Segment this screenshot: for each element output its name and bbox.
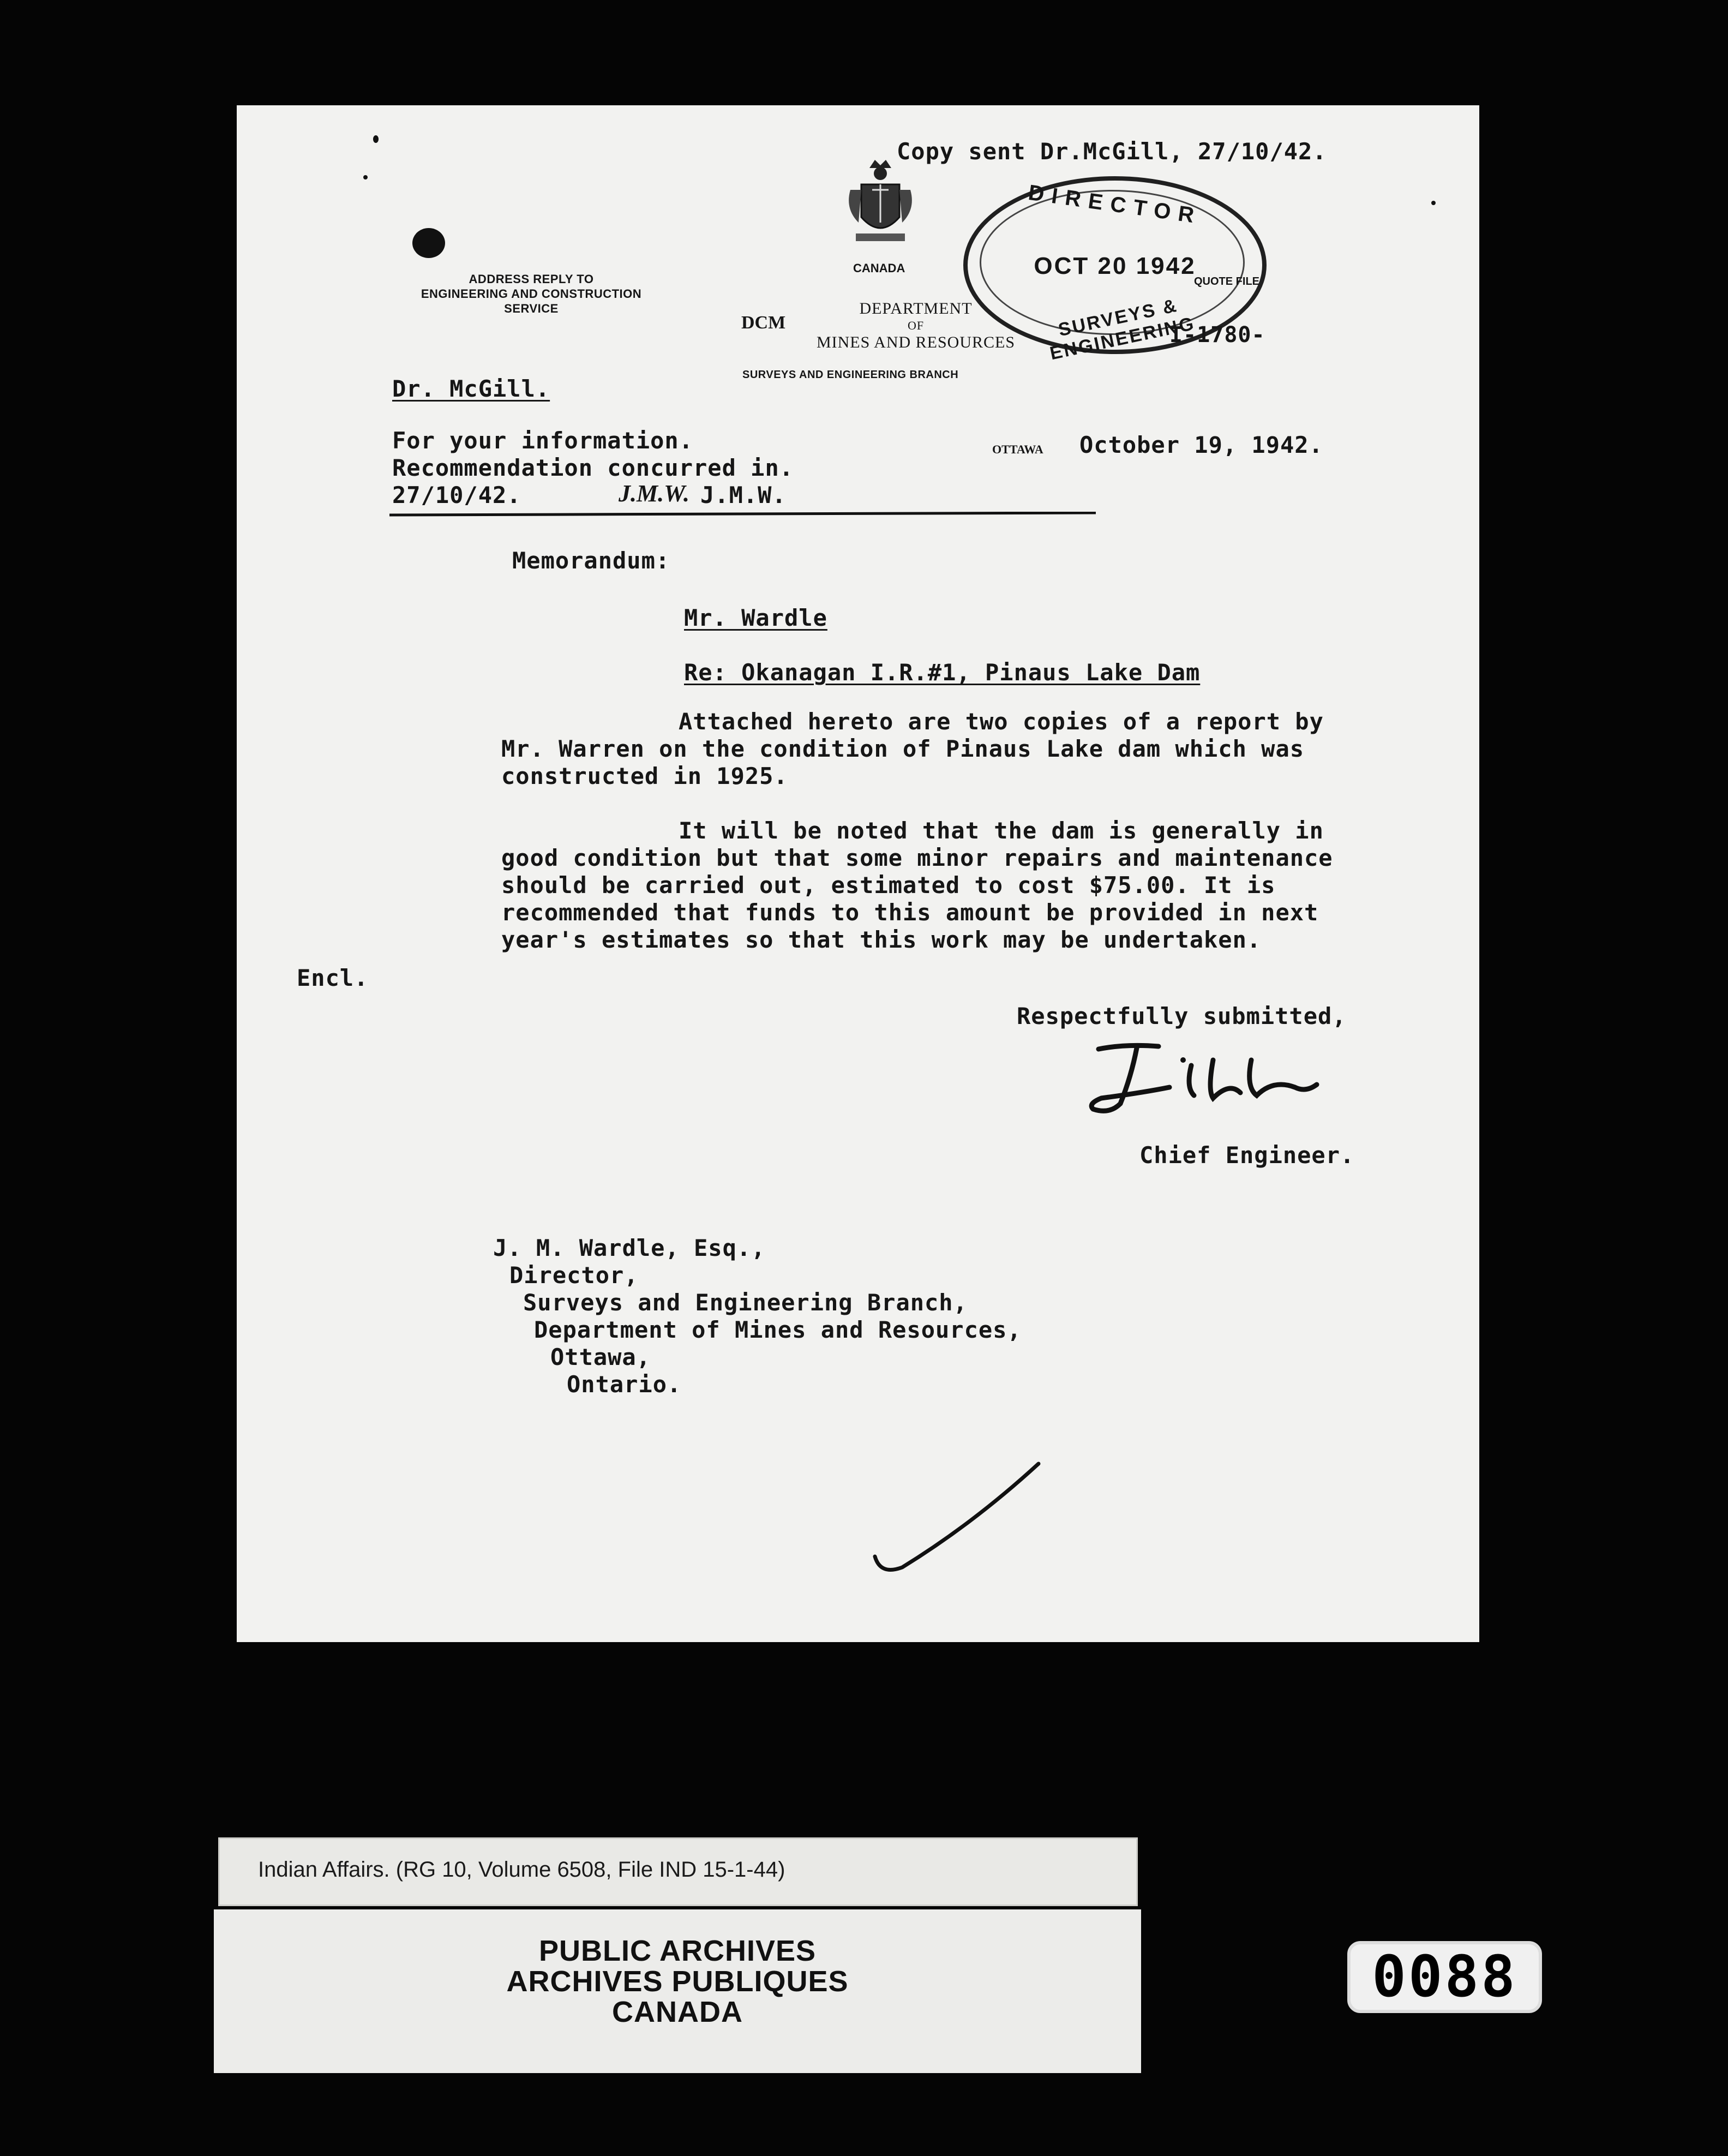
para1-line-1: Attached hereto are two copies of a report by — [679, 708, 1324, 735]
para2-line-4: recommended that funds to this amount be provided in next — [501, 899, 1319, 926]
para2-line-5: year's estimates so that this work may be undertaken. — [501, 926, 1262, 953]
address-reply-block: ADDRESS REPLY TO ENGINEERING AND CONSTRUCTION SERVICE — [421, 272, 642, 315]
memo-label: Memorandum: — [512, 547, 670, 574]
address-line-4: Department of Mines and Resources, — [534, 1316, 1022, 1343]
stamp-branch: SURVEYS & ENGINEERING — [1048, 295, 1197, 364]
annotation-underline — [389, 512, 1099, 518]
enclosure-note: Encl. — [297, 965, 369, 991]
archive-line-1: PUBLIC ARCHIVES — [538, 1935, 817, 1967]
address-line-3: Surveys and Engineering Branch, — [523, 1289, 968, 1316]
department-name: DEPARTMENT OF MINES AND RESOURCES — [816, 300, 1016, 351]
memo-subject: Re: Okanagan I.R.#1, Pinaus Lake Dam — [684, 659, 1201, 686]
dept-initials: DCM — [741, 313, 786, 333]
annotation-line-1: For your information. — [392, 427, 694, 454]
annotation-initials: J.M.W. — [700, 482, 787, 508]
stamp-title: DIRECTOR — [1027, 180, 1203, 229]
coat-of-arms-icon — [839, 157, 921, 253]
para2-line-1: It will be noted that the dam is generally in — [679, 817, 1324, 844]
address-line-1: J. M. Wardle, Esq., — [493, 1235, 766, 1261]
frame-number: 0088 — [1347, 1941, 1542, 2013]
country-label: CANADA — [853, 261, 905, 275]
letter-page — [237, 105, 1479, 1642]
annotation-line-3: 27/10/42. — [392, 482, 521, 508]
archive-line-3: CANADA — [612, 1996, 743, 2028]
memo-to: Mr. Wardle — [684, 604, 827, 631]
archive-reference-strip — [218, 1837, 1138, 1906]
annotation-signature: J.M.W. — [619, 480, 689, 507]
stamp-date: OCT 20 1942 — [1034, 253, 1196, 279]
address-line-6: Ontario. — [567, 1371, 682, 1398]
place-label: OTTAWA — [992, 442, 1043, 456]
signer-title: Chief Engineer. — [1139, 1142, 1355, 1169]
letter-date: October 19, 1942. — [1079, 432, 1323, 458]
address-line-5: Ottawa, — [550, 1344, 651, 1370]
copy-note: Copy sent Dr.McGill, 27/10/42. — [897, 138, 1327, 165]
annotation-addressee: Dr. McGill. — [392, 375, 550, 402]
para2-line-2: good condition but that some minor repairs and maintenance — [501, 845, 1333, 871]
check-mark-icon — [864, 1458, 1044, 1589]
address-line-2: Director, — [509, 1262, 639, 1289]
handwritten-signature — [1077, 1027, 1382, 1131]
para1-line-2: Mr. Warren on the condition of Pinaus Lake dam which was — [501, 735, 1305, 762]
quote-file-label: QUOTE FILE — [1194, 276, 1259, 288]
branch-name: SURVEYS AND ENGINEERING BRANCH — [742, 369, 959, 381]
para2-line-3: should be carried out, estimated to cost $75.00. It is — [501, 872, 1276, 899]
archive-reference: Indian Affairs. (RG 10, Volume 6508, File IND 15-1-44) — [258, 1858, 785, 1882]
archive-line-2: ARCHIVES PUBLIQUES — [506, 1965, 849, 1998]
file-number: I-1780- — [1169, 322, 1265, 348]
annotation-line-2: Recommendation concurred in. — [392, 454, 794, 481]
archive-label — [214, 1909, 1141, 2073]
para1-line-3: constructed in 1925. — [501, 763, 788, 789]
closing: Respectfully submitted, — [1017, 1003, 1347, 1029]
ink-spot — [412, 228, 445, 258]
